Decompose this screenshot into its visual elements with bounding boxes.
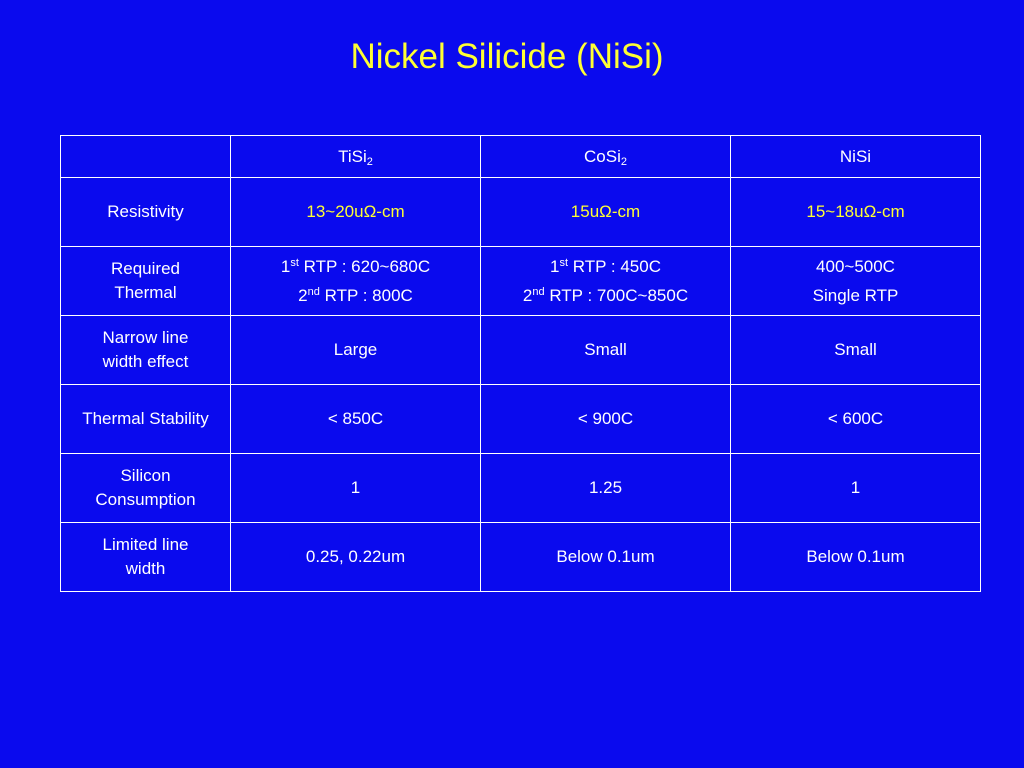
- cell-limited-line-width-nisi: Below 0.1um: [731, 523, 981, 592]
- header-row: [61, 136, 981, 178]
- rtp-text: RTP : 620~680C: [298, 257, 431, 276]
- row-label-silicon-consumption-line1: Silicon: [120, 466, 171, 485]
- ordinal-suffix: nd: [307, 286, 320, 298]
- row-label-limited-line-width-line1: Limited line: [102, 535, 189, 554]
- column-header-cosi2-base: CoSi: [584, 146, 621, 166]
- cell-required-thermal-cosi2: [481, 247, 731, 316]
- cell-thermal-stability-cosi2: < 900C: [481, 385, 731, 454]
- ordinal-suffix: st: [559, 257, 569, 269]
- row-resistivity: [61, 178, 981, 247]
- rtp-line-2: [235, 281, 476, 310]
- row-label-narrow-line-line2: width effect: [102, 352, 189, 371]
- cell-required-thermal-nisi: [731, 247, 981, 316]
- cell-silicon-consumption-cosi2: 1.25: [481, 454, 731, 523]
- cell-thermal-stability-nisi: < 600C: [731, 385, 981, 454]
- cell-narrow-line-cosi2: Small: [481, 316, 731, 385]
- row-label-required-thermal-line1: Required: [111, 259, 180, 278]
- rtp-text: RTP : 800C: [319, 286, 413, 305]
- cell-narrow-line-tisi2: Large: [231, 316, 481, 385]
- rtp-text: RTP : 450C: [568, 257, 661, 276]
- column-header-tisi2: [231, 136, 481, 178]
- row-narrow-line-width-effect: [61, 316, 981, 385]
- rtp-line-2: [485, 281, 726, 310]
- row-label-resistivity: Resistivity: [61, 178, 231, 247]
- cell-silicon-consumption-nisi: 1: [731, 454, 981, 523]
- corner-cell: [61, 136, 231, 178]
- row-limited-line-width: [61, 523, 981, 592]
- cell-resistivity-tisi2: 13~20uΩ-cm: [231, 178, 481, 247]
- row-silicon-consumption: [61, 454, 981, 523]
- ordinal-suffix: nd: [532, 286, 545, 298]
- column-header-cosi2: [481, 136, 731, 178]
- rtp-number: 1: [280, 257, 291, 276]
- cell-required-thermal-tisi2: [231, 247, 481, 316]
- column-header-cosi2-subscript: 2: [620, 155, 627, 168]
- thermal-range: 400~500C: [816, 257, 895, 276]
- cell-thermal-stability-tisi2: < 850C: [231, 385, 481, 454]
- row-label-silicon-consumption: [61, 454, 231, 523]
- slide-title: Nickel Silicide (NiSi): [350, 37, 664, 76]
- row-label-narrow-line: [61, 316, 231, 385]
- row-label-limited-line-width-line2: width: [125, 559, 166, 578]
- comparison-table: [60, 135, 981, 592]
- rtp-number: 2: [522, 286, 533, 305]
- row-label-thermal-stability: Thermal Stability: [61, 385, 231, 454]
- cell-narrow-line-nisi: Small: [731, 316, 981, 385]
- column-header-nisi: NiSi: [731, 136, 981, 178]
- cell-resistivity-cosi2: 15uΩ-cm: [481, 178, 731, 247]
- rtp-line-1: [235, 252, 476, 281]
- cell-silicon-consumption-tisi2: 1: [231, 454, 481, 523]
- cell-limited-line-width-cosi2: Below 0.1um: [481, 523, 731, 592]
- rtp-line-1: [485, 252, 726, 281]
- rtp-number: 2: [298, 286, 308, 305]
- row-label-limited-line-width: [61, 523, 231, 592]
- row-required-thermal: [61, 247, 981, 316]
- ordinal-suffix: st: [290, 257, 299, 269]
- thermal-process: Single RTP: [812, 286, 899, 305]
- row-label-silicon-consumption-line2: Consumption: [95, 490, 196, 509]
- cell-resistivity-nisi: 15~18uΩ-cm: [731, 178, 981, 247]
- rtp-number: 1: [550, 257, 560, 276]
- column-header-tisi2-base: TiSi: [338, 146, 367, 166]
- cell-limited-line-width-tisi2: 0.25, 0.22um: [231, 523, 481, 592]
- rtp-text: RTP : 700C~850C: [544, 286, 689, 305]
- row-thermal-stability: [61, 385, 981, 454]
- row-label-narrow-line-line1: Narrow line: [102, 328, 189, 347]
- row-label-required-thermal-line2: Thermal: [114, 283, 177, 302]
- row-label-required-thermal: [61, 247, 231, 316]
- column-header-tisi2-subscript: 2: [366, 155, 373, 168]
